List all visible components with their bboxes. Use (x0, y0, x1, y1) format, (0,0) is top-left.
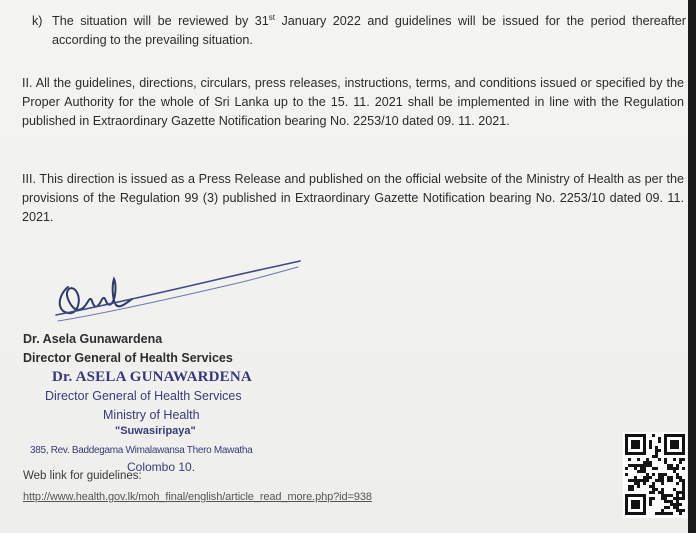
signatory-name: Dr. Asela Gunawardena (23, 332, 163, 346)
handwritten-signature (28, 255, 328, 335)
stamp-name: Dr. ASELA GUNAWARDENA (52, 369, 252, 385)
clause-k-text-b: January 2022 and guidelines will be issued for the period thereafter according to the prevailing situation. (52, 14, 686, 47)
stamp-building: "Suwasiripaya" (115, 425, 196, 437)
stamp-title: Director General of Health Services (45, 389, 242, 403)
web-link-label: Web link for guidelines: (23, 470, 142, 482)
stamp-address: 385, Rev. Baddegama Wimalawansa Thero Mawatha (30, 445, 253, 456)
clause-k-text-a: The situation will be reviewed by 31 (52, 14, 269, 28)
stamp-city: Colombo 10. (127, 460, 196, 474)
section-iii: III. This direction is issued as a Press Release and published on the official website of the Ministry of Health as per the provisions of the Regulation 99 (3) published in Extraordinary Gazette Notification bearing No. 2253/10 dated 09. 11. 2021. (22, 172, 684, 224)
qr-code-icon (623, 432, 687, 518)
clause-k-sup: st (268, 12, 276, 22)
guidelines-link[interactable]: http://www.health.gov.lk/moh_final/english/article_read_more.php?id=938 (23, 491, 372, 503)
clause-k-label: k) (32, 14, 43, 28)
stamp-ministry: Ministry of Health (103, 408, 200, 422)
photo-edge (688, 0, 696, 533)
section-ii: II. All the guidelines, directions, circulars, press releases, instructions, terms, and conditions issued or specified by the Proper Authority for the whole of Sri Lanka up to the 15. 11. 2021 shall be implemented in line with the Regulation published in Extraordinary Gazette Notification bearing No. 2253/10 dated 09. 11. 2021. (22, 76, 684, 128)
signatory-title: Director General of Health Services (23, 351, 233, 365)
clause-k (32, 12, 686, 50)
